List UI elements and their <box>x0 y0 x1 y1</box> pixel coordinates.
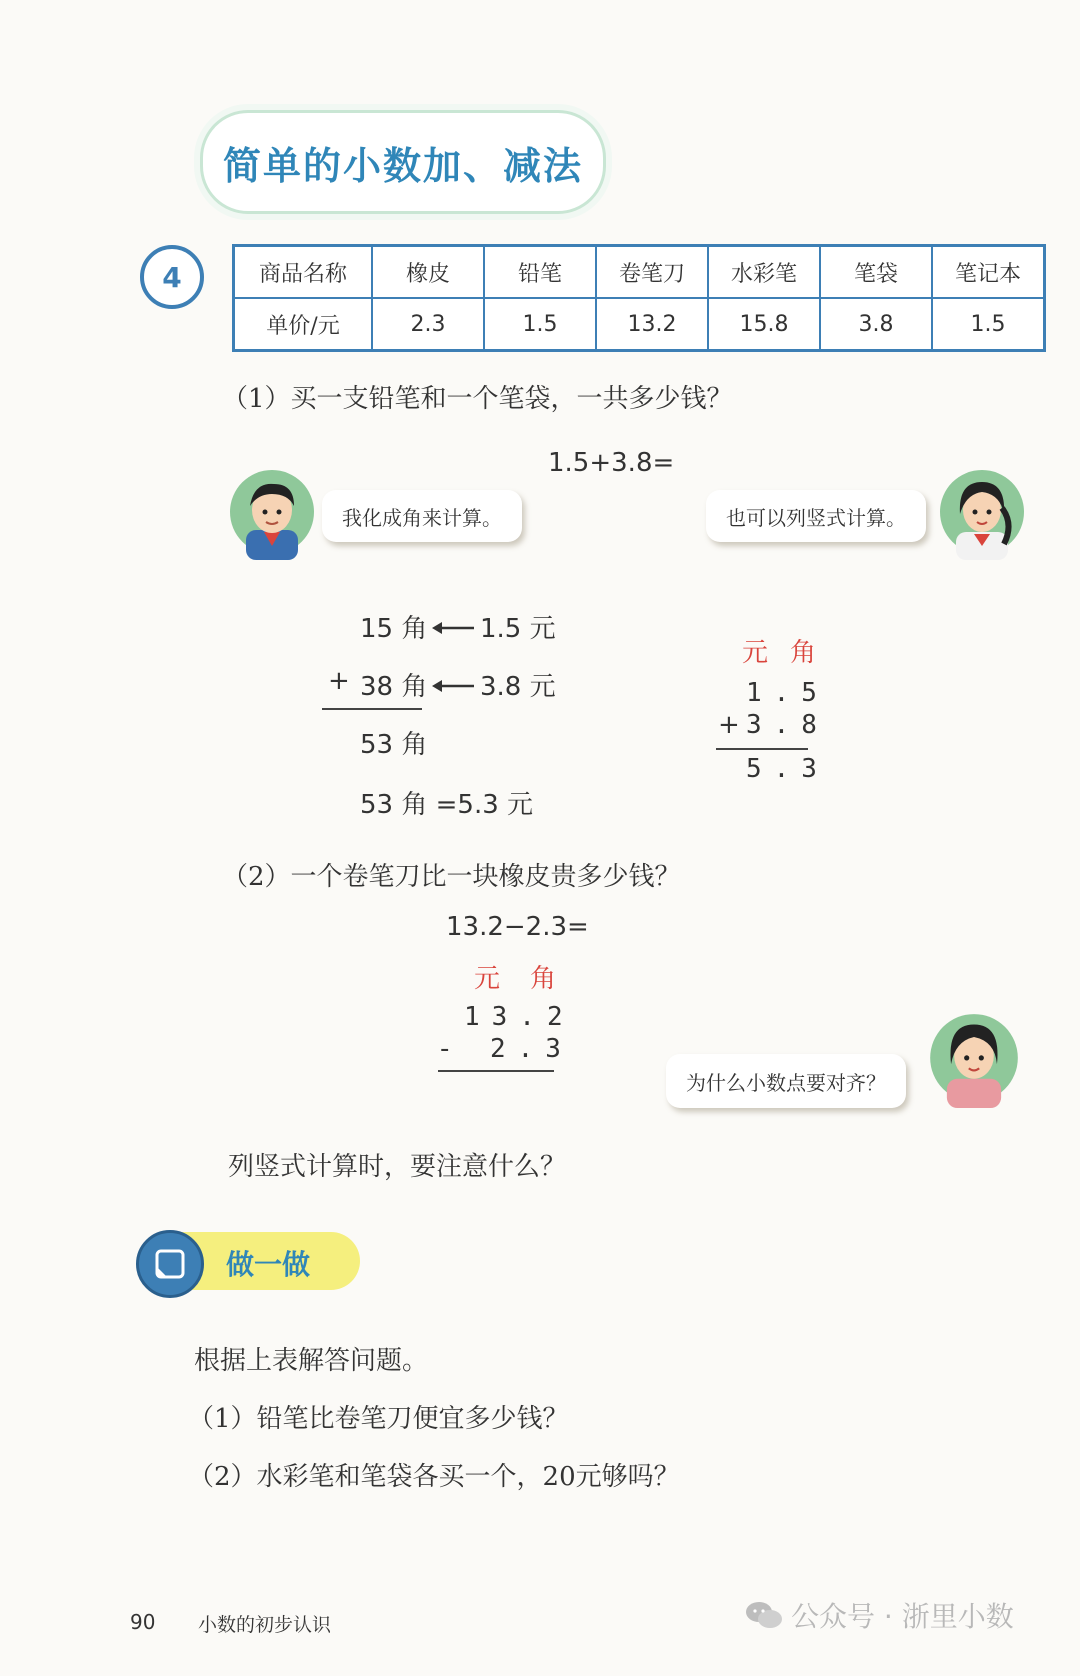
practice-item-2: （2）水彩笔和笔袋各买一个，20元够吗？ <box>188 1462 680 1492</box>
table-cell: 13.2 <box>596 298 708 351</box>
table-cell: 卷笔刀 <box>596 246 708 299</box>
question-2: （2）一个卷笔刀比一块橡皮贵多少钱？ <box>222 862 681 892</box>
boy-bubble-text: 我化成角来计算。 <box>342 505 502 530</box>
table-cell: 水彩笔 <box>708 246 820 299</box>
unit-jiao-label: 角 <box>790 638 817 668</box>
unit-yuan-label: 元 <box>474 964 501 994</box>
table-cell: 2.3 <box>372 298 484 351</box>
wechat-icon <box>745 1600 783 1630</box>
left-arrow-icon <box>432 620 474 639</box>
calc-plus-sign: + <box>328 666 350 696</box>
table-row <box>234 298 1045 351</box>
question-1-equation: 1.5+3.8= <box>548 448 675 478</box>
girl-bubble-text-2: 为什么小数点要对齐？ <box>686 1070 886 1095</box>
table-cell: 笔袋 <box>820 246 932 299</box>
question-1: （1）买一支铅笔和一个笔袋，一共多少钱？ <box>222 384 733 414</box>
price-table <box>232 244 1046 352</box>
unit-yuan-label: 元 <box>742 638 769 668</box>
example-number: 4 <box>162 260 182 294</box>
chapter-title: 小数的初步认识 <box>198 1614 332 1636</box>
note-text: 列竖式计算时，要注意什么？ <box>228 1152 567 1182</box>
table-cell: 商品名称 <box>234 246 373 299</box>
vertical-row-1: 1.5 <box>746 678 829 708</box>
watermark-text: 公众号 · 浙里小数 <box>791 1600 1014 1633</box>
vertical-op: + <box>718 710 740 740</box>
calc-sum: 53 角 <box>360 730 428 760</box>
calc-line-1-right: 1.5 元 <box>480 614 556 644</box>
table-cell: 铅笔 <box>484 246 596 299</box>
table-cell: 15.8 <box>708 298 820 351</box>
example-number-badge <box>140 245 204 309</box>
table-cell: 橡皮 <box>372 246 484 299</box>
table-cell: 单价/元 <box>234 298 373 351</box>
practice-item-1: （1）铅笔比卷笔刀便宜多少钱？ <box>188 1404 569 1434</box>
calc-line-2-right: 3.8 元 <box>480 672 556 702</box>
calc-divider <box>322 708 422 710</box>
table-cell: 1.5 <box>932 298 1045 351</box>
girl-bubble-text: 也可以列竖式计算。 <box>726 505 906 530</box>
lesson-title: 简单的小数加、减法 <box>222 142 583 188</box>
table-cell: 笔记本 <box>932 246 1045 299</box>
boy-avatar <box>228 468 316 564</box>
table-cell: 3.8 <box>820 298 932 351</box>
lesson-title-banner <box>200 110 606 214</box>
vertical-row-1: 13.2 <box>464 1002 575 1032</box>
calc-line-1-left: 15 角 <box>360 614 428 644</box>
vertical-divider <box>438 1070 554 1072</box>
vertical-row-2: 3.8 <box>746 710 829 740</box>
girl-speech-bubble <box>706 490 926 542</box>
page-number: 90 <box>130 1610 156 1634</box>
vertical-row-2: 2.3 <box>490 1034 573 1064</box>
watermark <box>745 1595 1014 1635</box>
unit-jiao-label: 角 <box>530 964 557 994</box>
left-arrow-icon <box>432 678 474 697</box>
calc-line-2-left: 38 角 <box>360 672 428 702</box>
practice-intro: 根据上表解答问题。 <box>194 1346 429 1376</box>
boy-speech-bubble <box>322 490 522 542</box>
girl-avatar <box>928 1012 1020 1112</box>
vertical-op: - <box>440 1034 450 1064</box>
question-2-equation: 13.2−2.3= <box>446 912 589 942</box>
girl-speech-bubble-2 <box>666 1054 906 1108</box>
calc-result: 53 角 =5.3 元 <box>360 790 534 820</box>
vertical-result: 5.3 <box>746 754 829 784</box>
practice-label: 做一做 <box>226 1248 311 1281</box>
practice-icon <box>136 1230 204 1298</box>
table-cell: 1.5 <box>484 298 596 351</box>
table-header-row <box>234 246 1045 299</box>
girl-avatar <box>938 468 1026 564</box>
vertical-divider <box>716 748 808 750</box>
